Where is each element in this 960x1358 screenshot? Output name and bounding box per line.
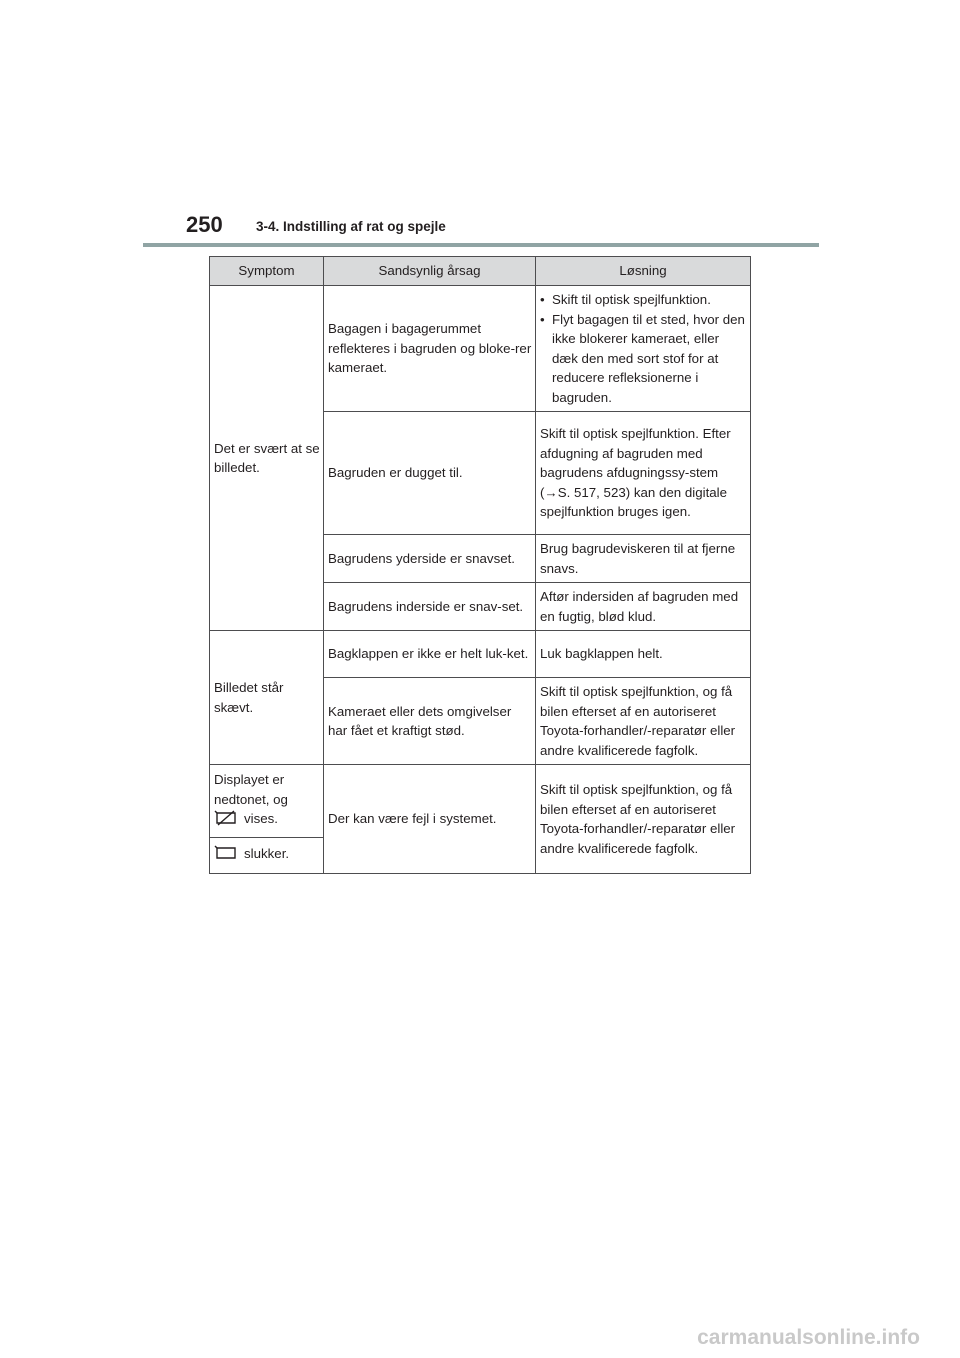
section-title: 3-4. Indstilling af rat og spejle	[256, 219, 446, 234]
symptom-cell	[210, 765, 324, 838]
header-solution: Løsning	[536, 257, 751, 286]
symptom-text: Displayet er nedtonet, og	[214, 772, 288, 807]
solution-cell: Luk bagklappen helt.	[536, 631, 751, 678]
solution-cell: Aftør indersiden af bagruden med en fugtig, blød klud.	[536, 583, 751, 631]
solution-cell: Skift til optisk spejlfunktion. Efter afdugning af bagruden med bagrudens afdugningssy-stem (→S. 517, 523) kan den digitale spejlfunktion bruges igen.	[536, 412, 751, 535]
cause-cell: Bagrudens inderside er snav-set.	[324, 583, 536, 631]
mirror-off-icon	[214, 845, 238, 867]
header-divider	[143, 243, 819, 247]
solution-cell	[536, 286, 751, 412]
cause-cell: Der kan være fejl i systemet.	[324, 765, 536, 874]
watermark: carmanualsonline.info	[697, 1326, 920, 1349]
symptom-cell	[210, 838, 324, 874]
symptom-cell: Det er svært at se billedet.	[210, 286, 324, 631]
header-cause: Sandsynlig årsag	[324, 257, 536, 286]
table-row	[210, 631, 751, 678]
symptom-icon-line	[214, 809, 320, 832]
table-row	[210, 286, 751, 412]
mirror-warning-icon	[214, 810, 238, 832]
list-item: • Flyt bagagen til et sted, hvor den ikke blokerer kameraet, eller dæk den med sort stof for at reducere refleksionerne i bagruden.	[540, 310, 747, 408]
symptom-suffix: slukker.	[244, 846, 290, 862]
solution-cell: Skift til optisk spejlfunktion, og få bilen efterset af en autoriseret Toyota-forhandler/-reparatør eller andre kvalificerede fagfolk.	[536, 678, 751, 765]
solution-bullet-list	[540, 290, 747, 407]
cause-cell: Kameraet eller dets omgivelser har fået et kraftigt stød.	[324, 678, 536, 765]
cause-cell: Bagagen i bagagerummet reflekteres i bagruden og bloke-rer kameraet.	[324, 286, 536, 412]
cause-cell: Bagklappen er ikke er helt luk-ket.	[324, 631, 536, 678]
solution-cell: Brug bagrudeviskeren til at fjerne snavs.	[536, 535, 751, 583]
symptom-cell: Billedet står skævt.	[210, 631, 324, 765]
symptom-suffix: vises.	[244, 811, 278, 827]
table-row	[210, 765, 751, 838]
table-header-row	[210, 257, 751, 286]
header-symptom: Symptom	[210, 257, 324, 286]
solution-cell: Skift til optisk spejlfunktion, og få bilen efterset af en autoriseret Toyota-forhandler/-reparatør eller andre kvalificerede fagfolk.	[536, 765, 751, 874]
list-item: • Skift til optisk spejlfunktion.	[540, 290, 747, 310]
page-number: 250	[186, 212, 223, 237]
troubleshooting-table	[209, 256, 751, 874]
cause-cell: Bagrudens yderside er snavset.	[324, 535, 536, 583]
cause-cell: Bagruden er dugget til.	[324, 412, 536, 535]
